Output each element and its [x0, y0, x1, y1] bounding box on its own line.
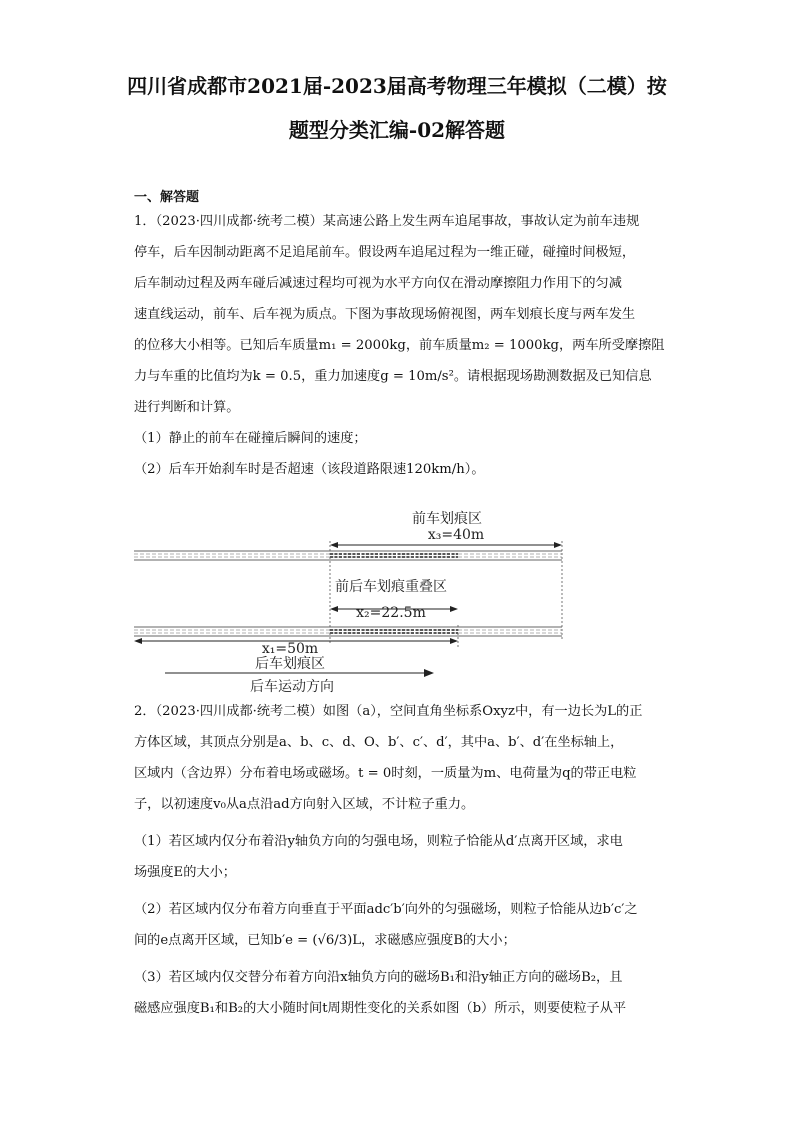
question-2-line: 区域内（含边界）分布着电场或磁场。t = 0时刻，一质量为m、电荷量为q的带正电粒	[134, 766, 637, 781]
question-1-line: 的位移大小相等。已知后车质量m₁ = 2000kg，前车质量m₂ = 1000kg，两车所受摩擦阻	[134, 338, 665, 353]
x1-distance-label: x₁=50m	[261, 641, 319, 657]
question-1-subquestion-1: （1）静止的前车在碰撞后瞬间的速度；	[134, 431, 367, 446]
direction-label: 后车运动方向	[250, 679, 334, 695]
document-title-line-2: 题型分类汇编-02解答题	[288, 118, 506, 142]
question-1-line: 1．（2023·四川成都·统考二模）某高速公路上发生两车追尾事故，事故认定为前车违规	[134, 214, 640, 229]
question-2-line: 2．（2023·四川成都·统考二模）如图（a），空间直角坐标系Oxyz中，有一边长为L的正	[134, 704, 643, 719]
question-2-subquestion-1: （1）若区域内仅分布着沿y轴负方向的匀强电场，则粒子恰能从d′点离开区域，求电	[134, 834, 623, 849]
rear-car-skid-zone-label: 后车划痕区	[255, 656, 325, 672]
rear-car-skid-marks	[330, 630, 458, 633]
question-2-subquestion-2: （2）若区域内仅分布着方向垂直于平面adc′b′向外的匀强磁场，则粒子恰能从边b′c′之	[134, 902, 638, 917]
front-car-skid-zone-label: 前车划痕区	[412, 511, 482, 527]
question-1-subquestion-2: （2）后车开始刹车时是否超速（该段道路限速120km/h）。	[134, 462, 485, 477]
question-2-line: 场强度E的大小；	[134, 865, 236, 880]
question-1	[134, 206, 664, 485]
question-1-line: 停车，后车因制动距离不足追尾前车。假设两车追尾过程为一维正碰，碰撞时间极短，	[134, 245, 636, 260]
document-title-line-1: 四川省成都市2021届-2023届高考物理三年模拟（二模）按	[127, 74, 667, 98]
question-2-line: 间的e点离开区域，已知b′e = (√6/3)L，求磁感应强度B的大小；	[134, 933, 516, 948]
overlap-zone-label: 前后车划痕重叠区	[335, 579, 447, 595]
question-2-line: 子，以初速度v₀从a点沿ad方向射入区域，不计粒子重力。	[134, 797, 475, 812]
accident-scene-figure	[0, 505, 794, 695]
question-1-line: 后车制动过程及两车碰后减速过程均可视为水平方向仅在滑动摩擦阻力作用下的匀减	[134, 276, 622, 291]
question-1-line: 速直线运动，前车、后车视为质点。下图为事故现场俯视图，两车划痕长度与两车发生	[134, 307, 636, 322]
direction-arrow-icon	[424, 669, 434, 677]
question-1-line: 进行判断和计算。	[134, 400, 240, 415]
question-1-line: 力与车重的比值均为k = 0.5，重力加速度g = 10m/s²。请根据现场勘测数据及已知信息	[134, 369, 652, 384]
question-2	[134, 696, 664, 1024]
x3-distance-label: x₃=40m	[427, 527, 485, 543]
x2-distance-label: x₂=22.5m	[356, 605, 426, 621]
question-2-line: 磁感应强度B₁和B₂的大小随时间t周期性变化的关系如图（b）所示，则要使粒子从平	[134, 1001, 627, 1016]
question-2-subquestion-3: （3）若区域内仅交替分布着方向沿x轴负方向的磁场B₁和沿y轴正方向的磁场B₂，且	[134, 970, 623, 985]
section-heading: 一、解答题	[134, 190, 200, 205]
front-car-skid-marks	[330, 554, 458, 557]
question-2-line: 方体区域，其顶点分别是a、b、c、d、O、b′、c′、d′，其中a、b′、d′在坐标轴上，	[134, 735, 624, 750]
